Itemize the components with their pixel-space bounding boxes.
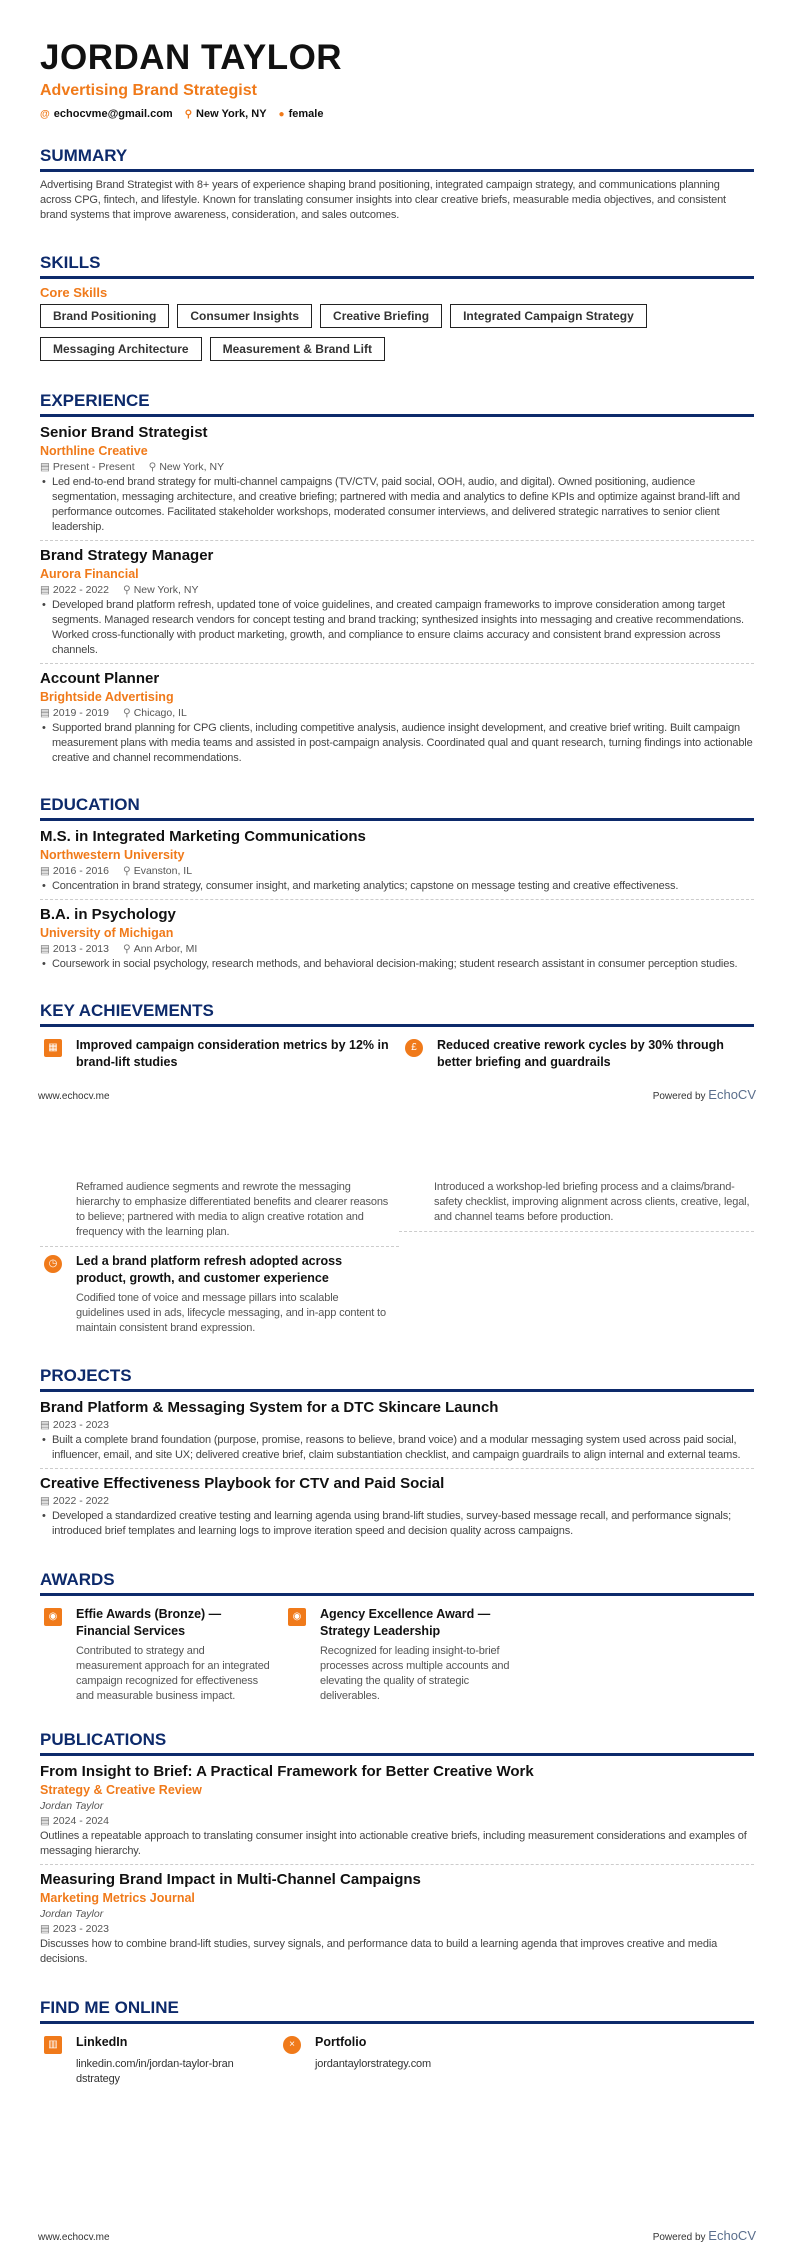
calendar-icon: ▤: [40, 1419, 50, 1431]
email[interactable]: echocvme@gmail.com: [53, 108, 173, 120]
award-desc: Recognized for leading insight-to-brief processes across multiple accounts and elevating the quality of strategic deliverables.: [320, 1645, 510, 1702]
dates: 2023 - 2023: [52, 1923, 109, 1935]
publisher: Marketing Metrics Journal: [40, 1891, 195, 1905]
online-label: Portfolio: [315, 2035, 367, 2049]
achievement-title: Reduced creative rework cycles by 30% through better briefing and guardrails: [437, 1038, 724, 1069]
skill-tag: Measurement & Brand Lift: [210, 337, 385, 361]
author: Jordan Taylor: [40, 1800, 104, 1812]
location-icon: ⚲: [148, 461, 157, 473]
degree: M.S. in Integrated Marketing Communications: [40, 828, 366, 845]
dates: Present - Present: [52, 461, 135, 473]
calendar-icon: ▤: [40, 584, 50, 596]
dates: 2024 - 2024: [52, 1815, 109, 1827]
achievements-section: [40, 1001, 754, 1336]
candidate-title: Advertising Brand Strategist: [40, 82, 257, 99]
publisher: Strategy & Creative Review: [40, 1783, 202, 1797]
skill-tag: Brand Positioning: [40, 304, 169, 328]
publication-item: [40, 1762, 754, 1865]
education-item: [40, 827, 754, 900]
description: • Developed a standardized creative testing and learning agenda using brand-lift studies, survey-based message recall, and performance signals; introduced brief templates and learning logs to improve iteration speed and decision quality across campaigns.: [40, 1509, 754, 1539]
job-title: Brand Strategy Manager: [40, 547, 214, 564]
skill-tag: Creative Briefing: [320, 304, 442, 328]
experience-section: [40, 391, 754, 771]
calendar-icon: ▤: [40, 707, 50, 719]
section-heading: PROJECTS: [40, 1366, 754, 1392]
dates: 2022 - 2022: [52, 584, 109, 596]
award-desc: Contributed to strategy and measurement approach for an integrated campaign recognized for effectiveness and measurable business impact.: [76, 1645, 270, 1702]
company: Aurora Financial: [40, 567, 139, 581]
award-item: [40, 1606, 284, 1704]
online-label: LinkedIn: [76, 2035, 128, 2049]
footer-site[interactable]: www.echocv.me: [38, 1091, 110, 1102]
education-item: [40, 905, 754, 977]
experience-item: [40, 423, 754, 541]
skill-group-title: Core Skills: [40, 285, 108, 300]
section-heading: SKILLS: [40, 253, 754, 279]
publication-title: From Insight to Brief: A Practical Framework for Better Creative Work: [40, 1763, 534, 1780]
location: New York, NY: [196, 108, 267, 120]
clock-icon: ◷: [44, 1255, 62, 1273]
page-footer: [38, 2228, 756, 2243]
calendar-icon: ▤: [40, 1495, 50, 1507]
calendar-icon: ▤: [40, 865, 50, 877]
achievement-title: Improved campaign consideration metrics by 12% in brand-lift studies: [76, 1038, 389, 1069]
skill-tag: Integrated Campaign Strategy: [450, 304, 647, 328]
achievement-desc-cell: [399, 1180, 754, 1232]
location: Ann Arbor, MI: [133, 943, 198, 955]
online-item: [279, 2034, 518, 2087]
section-heading: PUBLICATIONS: [40, 1730, 754, 1756]
tag-icon: ×: [283, 2036, 301, 2054]
description: Discusses how to combine brand-lift studies, survey signals, and performance data to build a learning agenda that improves creative and media decisions.: [40, 1938, 718, 1965]
description: • Concentration in brand strategy, consumer insight, and marketing analytics; capstone on message testing and creative effectiveness.: [40, 879, 754, 894]
calendar-icon: ▤: [40, 1923, 50, 1935]
dates: 2016 - 2016: [52, 865, 109, 877]
section-heading: AWARDS: [40, 1570, 754, 1596]
projects-section: [40, 1366, 754, 1544]
location: New York, NY: [159, 461, 225, 473]
publications-section: [40, 1730, 754, 1972]
author: Jordan Taylor: [40, 1908, 104, 1920]
portfolio-link[interactable]: jordantaylorstrategy.com: [315, 2058, 432, 2070]
page-footer: [38, 1087, 756, 1102]
online-section: [40, 1998, 754, 2087]
awards-section: [40, 1570, 754, 1704]
email-icon: @: [40, 109, 50, 120]
award-title: Agency Excellence Award — Strategy Leadership: [320, 1607, 491, 1638]
publication-item: [40, 1870, 754, 1972]
experience-item: [40, 669, 754, 771]
location-icon: ⚲: [122, 584, 131, 596]
description: • Coursework in social psychology, research methods, and behavioral decision-making; student research assistant in consumer perception studies.: [40, 957, 754, 972]
description: • Led end-to-end brand strategy for multi-channel campaigns (TV/CTV, paid social, OOH, audio, and digital). Owned positioning, audience segmentation, messaging architecture, and creative briefing; partnered with media and analytics to define KPIs and optimize against brand-lift and performance outcomes. Facilitated stakeholder workshops, moderated consumer interviews, and delivered strategic narratives to senior client leadership.: [40, 475, 754, 535]
footer-brand: EchoCV: [708, 1087, 756, 1102]
section-heading: EXPERIENCE: [40, 391, 754, 417]
education-section: [40, 795, 754, 977]
resume: [40, 38, 754, 2087]
linkedin-link[interactable]: linkedin.com/in/jordan-taylor-brandstrategy: [76, 2058, 234, 2085]
award-icon: ◉: [288, 1608, 306, 1626]
project-title: Creative Effectiveness Playbook for CTV and Paid Social: [40, 1475, 445, 1492]
project-item: [40, 1474, 754, 1544]
location: New York, NY: [133, 584, 199, 596]
school: Northwestern University: [40, 848, 185, 862]
contact-info: [40, 108, 754, 120]
calendar-icon: ▤: [40, 1815, 50, 1827]
footer-site[interactable]: www.echocv.me: [38, 2232, 110, 2243]
achievement-item: [399, 1037, 754, 1071]
calendar-icon: ▤: [40, 943, 50, 955]
degree: B.A. in Psychology: [40, 906, 176, 923]
description: • Built a complete brand foundation (purpose, promise, reasons to believe, brand voice) and a modular messaging system used across paid social, influencer, email, and site UX; delivered creative brief, claim substantiation checklist, and campaign guardrails to align internal and external teams.: [40, 1433, 754, 1463]
award-item: [284, 1606, 528, 1704]
store-icon: ▦: [44, 1039, 62, 1057]
location: Chicago, IL: [133, 707, 187, 719]
dates: 2013 - 2013: [52, 943, 109, 955]
person-icon: ●: [278, 109, 285, 120]
section-heading: KEY ACHIEVEMENTS: [40, 1001, 754, 1027]
section-heading: SUMMARY: [40, 146, 754, 172]
job-title: Account Planner: [40, 670, 160, 687]
achievement-desc-cell: [40, 1180, 399, 1247]
building-icon: ▥: [44, 2036, 62, 2054]
calendar-icon: ▤: [40, 461, 50, 473]
dates: 2022 - 2022: [52, 1495, 109, 1507]
project-title: Brand Platform & Messaging System for a DTC Skincare Launch: [40, 1399, 499, 1416]
description: • Developed brand platform refresh, updated tone of voice guidelines, and created campaign frameworks to improve consideration among target segments. Managed research vendors for concept testing and brand tracking; synthesized insights into messaging and creative recommendations. Worked cross-functionally with product marketing, growth, and compliance to ensure claims accuracy and consistent brand expression across channels.: [40, 598, 754, 658]
footer-brand: EchoCV: [708, 2228, 756, 2243]
award-title: Effie Awards (Bronze) — Financial Services: [76, 1607, 222, 1638]
section-heading: FIND ME ONLINE: [40, 1998, 754, 2024]
online-item: [40, 2034, 279, 2087]
skill-tag: Messaging Architecture: [40, 337, 202, 361]
location: Evanston, IL: [133, 865, 193, 877]
achievement-desc: Introduced a workshop-led briefing process and a claims/brand-safety checklist, improving alignment across clients, creative, legal, and channel teams before production.: [434, 1181, 750, 1223]
achievement-item: [40, 1253, 399, 1336]
summary-text: Advertising Brand Strategist with 8+ years of experience shaping brand positioning, integrated campaign strategy, and communications planning across CPG, fintech, and lifestyle. Known for translating consumer insights into clear creative briefs, measurable media objectives, and consistent brand systems that improve awareness, consideration, and sales outcomes.: [40, 179, 726, 221]
skill-tag: Consumer Insights: [177, 304, 312, 328]
company: Brightside Advertising: [40, 690, 174, 704]
project-item: [40, 1398, 754, 1469]
achievement-desc: Codified tone of voice and message pillars into scalable guidelines used in ads, lifecycle messaging, and in-app content to maintain consistent brand expression.: [76, 1292, 386, 1334]
achievement-item: [40, 1037, 399, 1071]
achievement-desc: Reframed audience segments and rewrote the messaging hierarchy to emphasize differentiated benefits and clearer reasons to believe; partnered with media to align creative rotation and frequency with the learning plan.: [76, 1181, 389, 1238]
location-icon: ⚲: [122, 865, 131, 877]
location-icon: ⚲: [122, 943, 131, 955]
resume-header: [40, 38, 754, 120]
section-heading: EDUCATION: [40, 795, 754, 821]
award-icon: ◉: [44, 1608, 62, 1626]
location-icon: ⚲: [122, 707, 131, 719]
location-icon: ⚲: [184, 109, 193, 120]
dates: 2023 - 2023: [52, 1419, 109, 1431]
dates: 2019 - 2019: [52, 707, 109, 719]
pound-icon: £: [405, 1039, 423, 1057]
description: • Supported brand planning for CPG clients, including competitive analysis, audience insight development, and creative brief writing. Built campaign measurement plans with media teams and assisted in post-campaign analysis. Coordinated qual and quant research, turning findings into actionable creative and channel recommendations.: [40, 721, 754, 766]
summary-section: [40, 146, 754, 223]
publication-title: Measuring Brand Impact in Multi-Channel Campaigns: [40, 1871, 421, 1888]
experience-item: [40, 546, 754, 664]
footer-powered: Powered by: [652, 2232, 706, 2243]
gender: female: [288, 108, 324, 120]
job-title: Senior Brand Strategist: [40, 424, 208, 441]
description: Outlines a repeatable approach to translating consumer insight into actionable creative briefs, including measurement considerations and examples of messaging hierarchy.: [40, 1830, 747, 1857]
candidate-name: JORDAN TAYLOR: [40, 38, 343, 77]
school: University of Michigan: [40, 926, 174, 940]
achievement-title: Led a brand platform refresh adopted across product, growth, and customer experience: [76, 1254, 343, 1285]
skills-section: [40, 253, 754, 361]
company: Northline Creative: [40, 444, 148, 458]
footer-powered: Powered by: [652, 1091, 706, 1102]
